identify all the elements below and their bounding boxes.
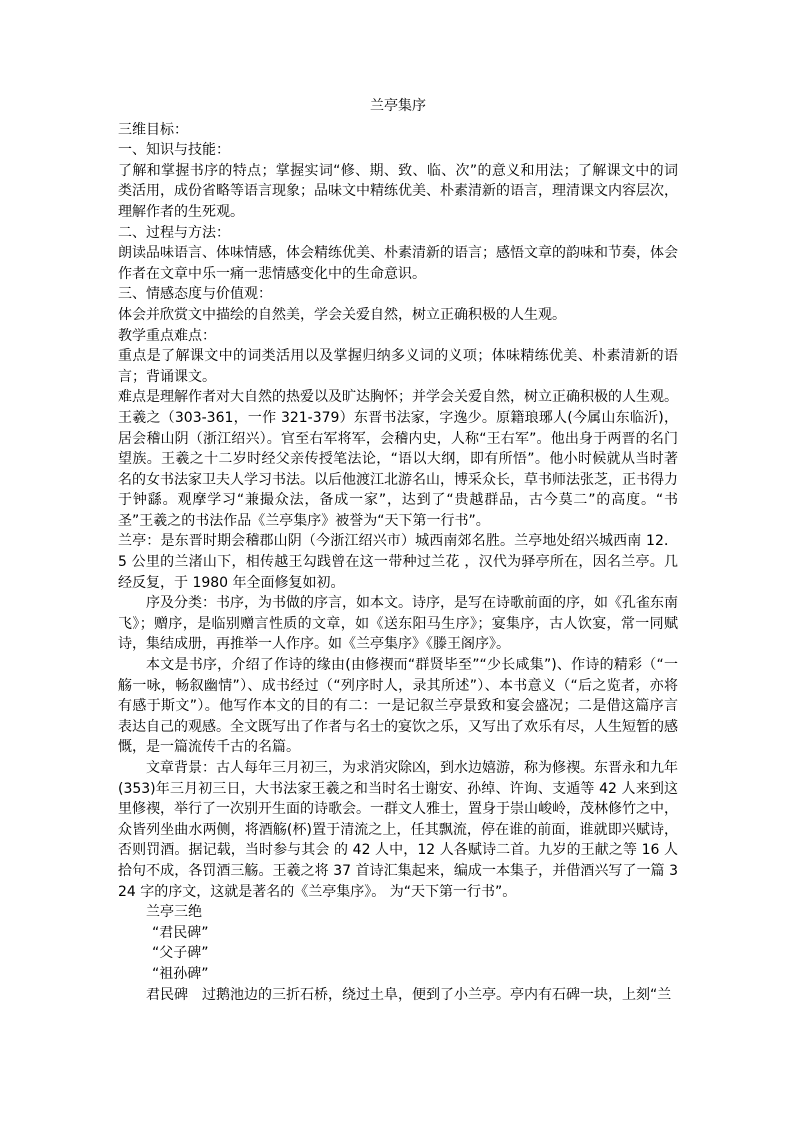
document-page xyxy=(118,96,678,1005)
paragraph-preface-types: 序及分类：书序，为书做的序言，如本文。诗序，是写在诗歌前面的序，如《孔雀东南飞》；赠序，是临别赠言性质的文章，如《送东阳马生序》；宴集序，古人饮宴，常一同赋诗，集结成册，再推举一人作序。如《兰亭集序》《滕王阁序》。 xyxy=(118,595,678,653)
heading-knowledge-skills: 一、知识与技能： xyxy=(118,142,230,159)
list-item-junmin-stele: “君民碑” xyxy=(152,924,209,941)
list-item-zusun-stele: “祖孙碑” xyxy=(152,965,209,982)
heading-values: 三、情感态度与价值观： xyxy=(118,286,272,303)
paragraph-background: 文章背景：古人每年三月初三，为求消灾除凶，到水边嬉游，称为修禊。东晋永和九年(353)年三月初三日，大书法家王羲之和当时名士谢安、孙绰、许询、支遁等 42 人来到这里修禊，举行了一次别开生面的诗歌会。一群文人雅士，置身于崇山峻岭，茂林修竹之中，众皆列坐曲水两侧，将酒觞(杯)置于清流之上，任其飘流，停在谁的前面，谁就即兴赋诗，否则罚酒。据记载，当时参与其会 的 42 人中，12 人各赋诗二首。九岁的王献之等 16 人拾句不成，各罚酒三觞。王羲之将 37 首诗汇集起来，编成一本集子，并借酒兴写了一篇 324 字的序文，这就是著名的《兰亭集序》。 为“天下第一行书”。 xyxy=(118,760,678,900)
heading-process-method: 二、过程与方法： xyxy=(118,224,230,241)
paragraph-wang-xizhi: 王羲之（303-361，一作 321-379）东晋书法家，字逸少。原籍琅琊人(今属山东临沂)，居会稽山阴（浙江绍兴）。官至右军将军，会稽内史，人称“王右军”。他出身于两晋的名门望族。王羲之十二岁时经父亲传授笔法论，“语以大纲，即有所悟”。他小时候就从当时著名的女书法家卫夫人学习书法。以后他渡江北游名山，博采众长，草书师法张芝，正书得力于钟繇。观摩学习“兼撮众法，备成一家”，达到了“贵越群品，古今莫二”的高度。“书圣”王羲之的书法作品《兰亭集序》被誉为“天下第一行书”。 xyxy=(118,409,678,529)
paragraph-difficult-points: 难点是理解作者对大自然的热爱以及旷达胸怀；并学会关爱自然，树立正确积极的人生观。 xyxy=(118,389,678,406)
list-item-fuzi-stele: “父子碑” xyxy=(152,945,209,962)
heading-three-wonders: 兰亭三绝 xyxy=(146,904,202,921)
paragraph-process-method: 朗读品味语言、体味情感，体会精练优美、朴素清新的语言；感悟文章的韵味和节奏，体会作者在文章中乐一痛一悲情感变化中的生命意识。 xyxy=(118,245,678,282)
paragraph-lanting: 兰亭：是东晋时期会稽郡山阴（今浙江绍兴市）城西南郊名胜。兰亭地处绍兴城西南 12．5 公里的兰渚山下，相传越王勾践曾在这一带种过兰花 ，汉代为驿亭所在，因名兰亭。几经反复，于 1980 年全面修复如初。 xyxy=(118,533,678,591)
document-title: 兰亭集序 xyxy=(370,98,426,114)
paragraph-key-points: 重点是了解课文中的词类活用以及掌握归纳多义词的义项；体味精练优美、朴素清新的语言；背诵课文。 xyxy=(118,348,678,385)
heading-three-goals: 三维目标： xyxy=(118,121,188,138)
paragraph-junmin-stele: 君民碑 过鹅池边的三折石桥，绕过土阜，便到了小兰亭。亭内有石碑一块，上刻“兰 xyxy=(146,986,672,1003)
paragraph-book-preface: 本文是书序，介绍了作诗的缘由(由修禊而“群贤毕至”“少长咸集”)、作诗的精彩（“一觞一咏，畅叙幽情”）、成书经过（“列序时人，录其所述”）、本书意义（“后之览者，亦将有感于斯文”）。他写作本文的目的有二：一是记叙兰亭景致和宴会盛况；二是借这篇序言表达自己的观感。全文既写出了作者与名士的宴饮之乐，又写出了欢乐有尽，人生短暂的感慨，是一篇流传千古的名篇。 xyxy=(118,657,678,756)
paragraph-knowledge-skills: 了解和掌握书序的特点；掌握实词“修、期、致、临、次”的意义和用法；了解课文中的词类活用，成份省略等语言现象；品味文中精练优美、朴素清新的语言，理清课文内容层次，理解作者的生死观。 xyxy=(118,162,678,220)
paragraph-values: 体会并欣赏文中描绘的自然美，学会关爱自然，树立正确积极的人生观。 xyxy=(118,306,566,323)
heading-key-points: 教学重点难点： xyxy=(118,327,216,344)
